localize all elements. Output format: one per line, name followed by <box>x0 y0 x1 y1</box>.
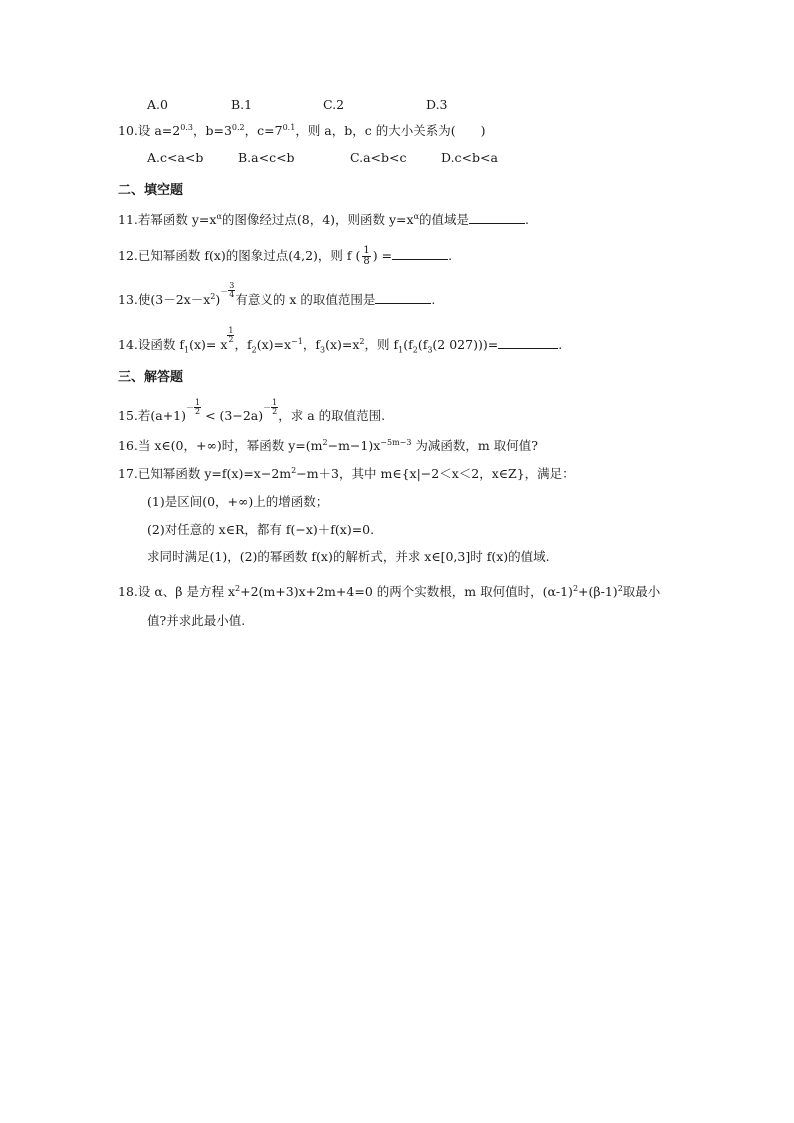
q14-stem: 14.设函数 $f_1(x)= x$ $\frac{1}{2}$ ，$f_2(x)=x^{-1}$，$f_3(x)=x^2$，则 $f_1(f_2(f_3(2$ 027)))= . <box>118 326 563 355</box>
q11-answer-blank <box>469 211 525 224</box>
q18-stem-line2: 值?并求此最小值. <box>147 613 246 628</box>
section-heading-fill-blank: 二、填空题 <box>118 183 184 198</box>
q10-option-a: A.c<a<b <box>147 150 204 165</box>
q15-exponent-right: $\frac{1}{2}$ <box>272 398 278 416</box>
q11-stem: 11.若幂函数 $y=x^\alpha$的图像经过点(8，4)，则函数 $y=x^\alpha$的值域是 . <box>118 211 529 227</box>
q10-option-c: C.a<b<c <box>350 150 407 165</box>
q15-stem: 15.若(a+1)－ $\frac{1}{2}$ < (3−2a)－ $\frac{1}{2}$ ，求 a 的取值范围. <box>118 398 386 423</box>
q13-stem: 13.使$(3-2x-x^2)^-$ $\frac{3}{4}$ 有意义的 x 的取值范围是 . <box>118 281 436 307</box>
q9-option-c: C.2 <box>323 97 345 112</box>
q17-stem: 17.已知幂函数 $y=f(x)=x-2m^2-m+3$，其中 m∈{x|−2＜x＜2，x∈Z}，满足： <box>118 465 575 481</box>
q9-option-b: B.1 <box>231 97 253 112</box>
q10-stem: 10.设 $a=2^{0.3}$，$b=3^{0.2}$，$c=7^{0.1}$，则 a，b，c 的大小关系为( ) <box>118 122 486 138</box>
q12-stem: 12.已知幂函数 f(x)的图象过点(4,2)，则 f ( $\frac{1}{8}$ ) = . <box>118 245 453 267</box>
q10-option-d: D.c<b<a <box>441 150 498 165</box>
q17-task: 求同时满足(1)，(2)的幂函数 f(x)的解析式，并求 x∈[0,3]时 f(x)的值域. <box>147 549 550 564</box>
q13-answer-blank <box>375 291 431 304</box>
q13-exponent: $\frac{3}{4}$ <box>229 281 235 299</box>
q12-answer-blank <box>392 247 448 260</box>
q12-fraction: $\frac{1}{8}$ <box>363 245 370 267</box>
q18-stem-line1: 18.设 α、β 是方程 $x^2+2(m+3)x+2m+4=0$ 的两个实数根，m 取何值时，$(\alpha-1)^2+(\beta-1)^2$取最小 <box>118 583 661 599</box>
q9-option-a: A.0 <box>147 97 168 112</box>
section-heading-solutions: 三、解答题 <box>118 370 184 385</box>
q14-exponent: $\frac{1}{2}$ <box>228 326 234 344</box>
q16-stem: 16.当 x∈(0，+∞)时，幂函数 $y=(m^2-m-1)x^{-5m-3}$ 为减函数，m 取何值? <box>118 437 538 453</box>
q17-condition-1: (1)是区间(0，+∞)上的增函数； <box>147 494 329 509</box>
q9-option-d: D.3 <box>426 97 448 112</box>
q17-condition-2: (2)对任意的 x∈R，都有 f(−x)＋f(x)=0. <box>147 522 375 537</box>
q14-answer-blank <box>498 336 558 349</box>
q15-exponent-left: $\frac{1}{2}$ <box>195 398 201 416</box>
q10-option-b: B.a<c<b <box>238 150 295 165</box>
